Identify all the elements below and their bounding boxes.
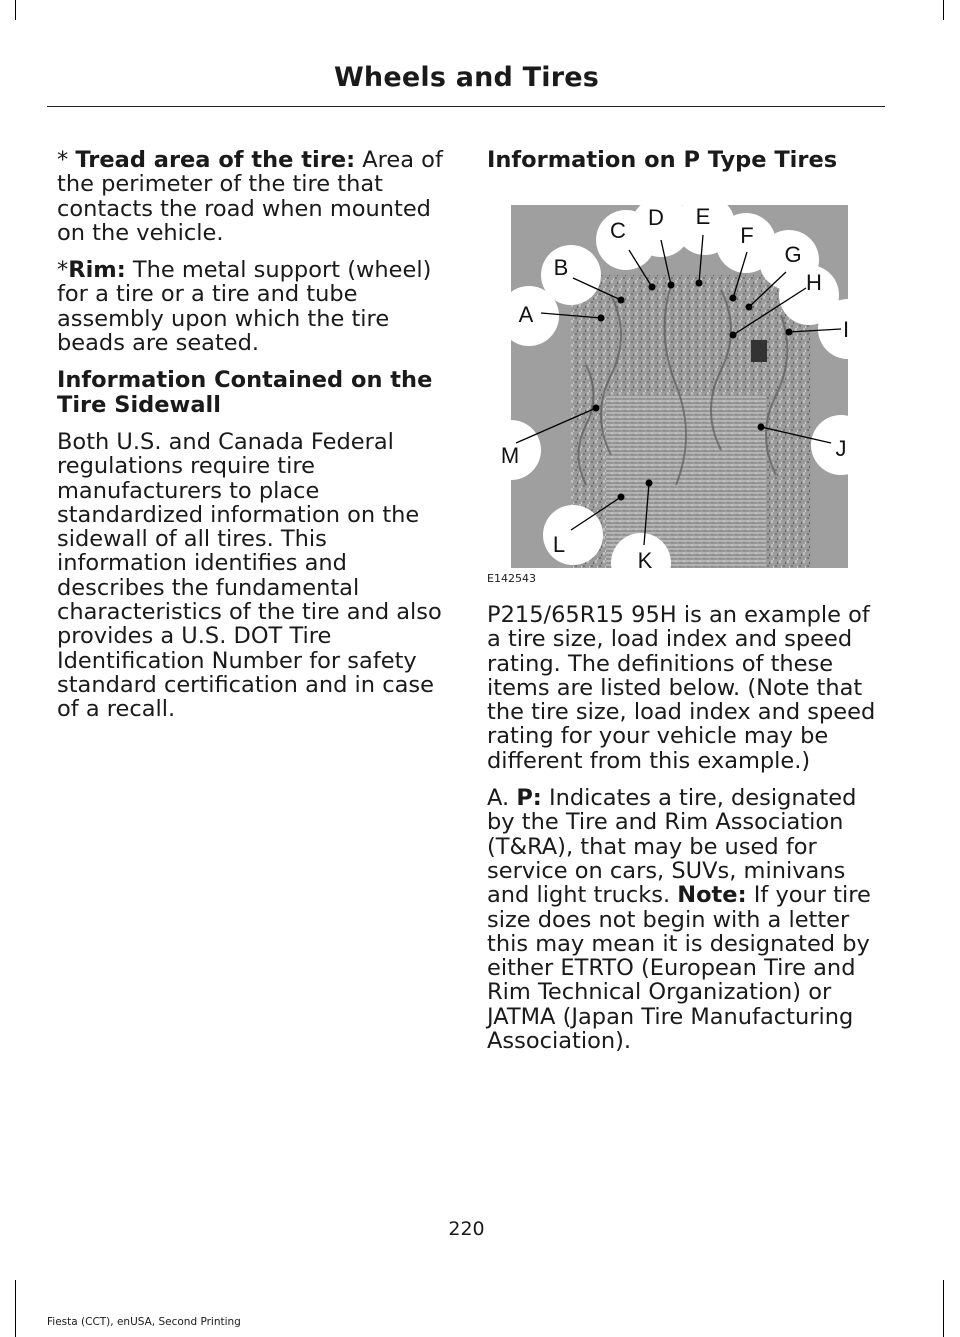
label-d: D: [648, 205, 664, 230]
example-paragraph: P215/65R15 95H is an example of a tire size, load index and speed rating. The definitions of these items are listed below. (Note that the tire size, load index and speed rating for your vehicle may be different from this example.): [487, 602, 876, 774]
label-g: G: [784, 242, 802, 267]
tread-definition: [57, 148, 452, 245]
tread-term: Tread area of the tire:: [75, 147, 356, 173]
label-h: H: [806, 270, 822, 295]
figure-code: E142543: [487, 572, 536, 585]
p-type-heading: Information on P Type Tires: [487, 147, 838, 173]
crop-mark: [943, 0, 944, 20]
crop-mark: [15, 1280, 16, 1337]
label-j: J: [835, 436, 847, 461]
bubble-b: [541, 245, 601, 305]
note-text: If your tire size does not begin with a letter this may mean it is designated by either ETRTO (European Tire and Rim Technical Organization) or JATMA (Japan Tire Manufacturing Association).: [487, 882, 871, 1055]
label-b: B: [553, 255, 569, 280]
p-text: Indicates a tire, designated by the Tire and Rim Association (T&RA), that may be used for service on cars, SUVs, minivans and light trucks.: [487, 785, 857, 909]
crop-mark: [15, 0, 16, 20]
tire-sidewall-figure: [500, 204, 850, 573]
crop-mark: [943, 1280, 944, 1337]
p-term: P:: [516, 785, 542, 812]
header-divider: [47, 106, 885, 107]
sidewall-paragraph: Both U.S. and Canada Federal regulations require tire manufacturers to place standardized information on the sidewall of all tires. This information identifies and describes the fundamental characteristics of the tire and also provides a U.S. DOT Tire Identification Number for safety standard certification and in case of a recall.: [57, 428, 442, 723]
label-a: A: [518, 302, 534, 327]
label-l: L: [552, 532, 566, 557]
tread-text: Area of the perimeter of the tire that contacts the road when mounted on the vehicle.: [57, 147, 443, 246]
label-f: F: [740, 223, 754, 248]
item-letter: A.: [487, 785, 517, 812]
publication-info: Fiesta (CCT), enUSA, Second Printing: [47, 1316, 241, 1328]
asterisk: *: [57, 147, 76, 173]
sidewall-heading: Information Contained on the Tire Sidewall: [57, 367, 433, 418]
page-number: 220: [448, 1218, 485, 1240]
label-i: I: [842, 317, 850, 342]
label-c: C: [610, 218, 626, 243]
label-e: E: [695, 204, 711, 229]
page-title: Wheels and Tires: [333, 62, 600, 93]
right-column: [487, 603, 885, 1066]
rim-term: Rim:: [68, 257, 126, 284]
definition-a: [487, 786, 885, 1053]
label-m: M: [500, 443, 520, 468]
rim-definition: [57, 258, 452, 355]
asterisk: *: [57, 257, 69, 284]
label-k: K: [637, 548, 653, 573]
note-term: Note:: [677, 882, 747, 909]
rim-text: The metal support (wheel) for a tire or a tire and tube assembly upon which the tire beads are seated.: [57, 257, 432, 357]
left-column: [57, 148, 452, 735]
